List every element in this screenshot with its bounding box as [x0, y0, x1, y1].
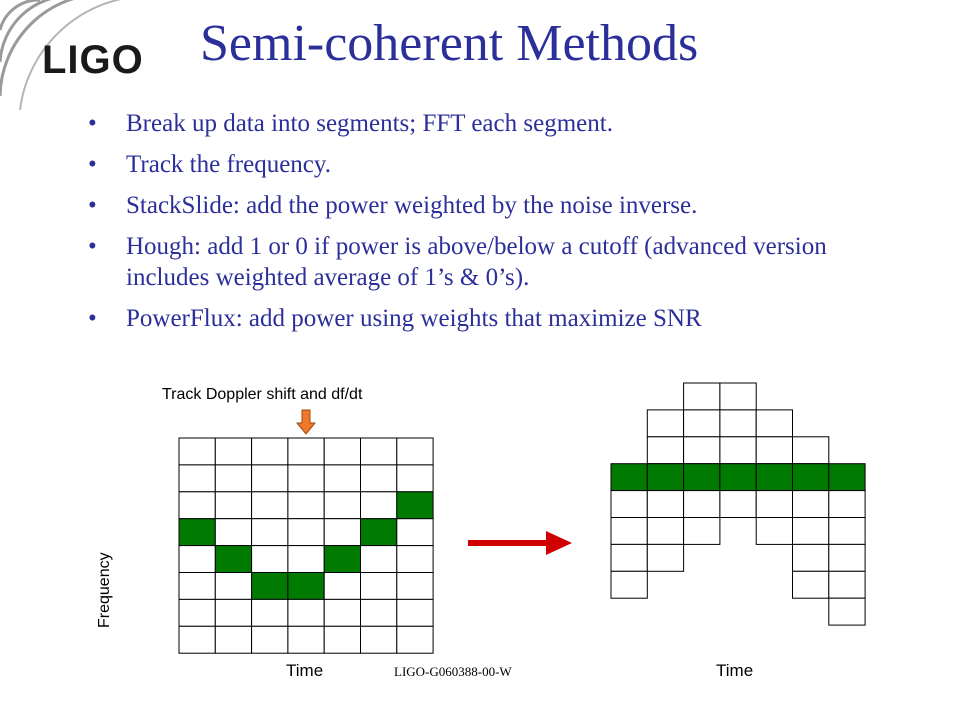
grid-cell	[611, 518, 647, 545]
bullet-text: Break up data into segments; FFT each segment.	[126, 110, 613, 137]
grid-cell	[179, 438, 215, 465]
tracked-frequency-cell	[361, 519, 397, 546]
bullet-text: StackSlide: add the power weighted by the noise inverse.	[126, 192, 698, 219]
grid-cell	[397, 519, 433, 546]
grid-cell	[361, 626, 397, 653]
grid-cell	[252, 438, 288, 465]
right-stacked-grid	[611, 383, 865, 625]
grid-cell	[720, 437, 756, 464]
grid-cell	[179, 573, 215, 600]
tracked-frequency-cell	[215, 546, 251, 573]
tracked-frequency-cell	[397, 492, 433, 519]
grid-cell	[397, 573, 433, 600]
grid-cell	[647, 437, 683, 464]
logo-wordmark: LIGO	[42, 38, 144, 82]
grid-cell	[252, 465, 288, 492]
bullet-dot: •	[88, 110, 97, 137]
grid-cell	[361, 492, 397, 519]
slide-title: Semi-coherent Methods	[200, 15, 699, 72]
grid-cell	[324, 465, 360, 492]
time-axis-label-left: Time	[286, 661, 324, 680]
bullet-text: Track the frequency.	[126, 151, 332, 178]
footer-document-id: LIGO-G060388-00-W	[394, 664, 512, 679]
grid-cell	[361, 599, 397, 626]
grid-cell	[793, 571, 829, 598]
aligned-frequency-cell	[793, 464, 829, 491]
grid-cell	[684, 410, 720, 437]
grid-cell	[611, 491, 647, 518]
aligned-frequency-cell	[647, 464, 683, 491]
grid-cell	[215, 438, 251, 465]
down-arrow-icon	[297, 410, 315, 434]
grid-cell	[793, 544, 829, 571]
track-doppler-label: Track Doppler shift and df/dt	[162, 386, 363, 403]
grid-cell	[647, 518, 683, 545]
tracked-frequency-cell	[288, 573, 324, 600]
grid-cell	[179, 599, 215, 626]
time-axis-label-right: Time	[716, 661, 754, 680]
grid-cell	[324, 438, 360, 465]
grid-cell	[324, 519, 360, 546]
grid-cell	[324, 599, 360, 626]
bullet-text: Hough: add 1 or 0 if power is above/below a cutoff (advanced version includes weighted average of 1’s & 0’s).	[126, 233, 827, 291]
grid-cell	[252, 519, 288, 546]
grid-cell	[756, 410, 792, 437]
grid-cell	[288, 519, 324, 546]
grid-cell	[397, 546, 433, 573]
tracked-frequency-cell	[179, 519, 215, 546]
grid-cell	[647, 410, 683, 437]
grid-cell	[215, 599, 251, 626]
grid-cell	[611, 571, 647, 598]
bullet-text: PowerFlux: add power using weights that maximize SNR	[126, 305, 702, 332]
grid-cell	[288, 626, 324, 653]
grid-cell	[215, 573, 251, 600]
aligned-frequency-cell	[611, 464, 647, 491]
right-arrow-icon	[468, 531, 572, 555]
grid-cell	[684, 437, 720, 464]
grid-cell	[252, 626, 288, 653]
grid-cell	[361, 465, 397, 492]
left-frequency-time-grid	[179, 438, 433, 653]
grid-cell	[179, 626, 215, 653]
grid-cell	[397, 626, 433, 653]
bullet-dot: •	[88, 305, 97, 332]
grid-cell	[829, 491, 865, 518]
grid-cell	[756, 437, 792, 464]
grid-cell	[324, 573, 360, 600]
grid-cell	[684, 383, 720, 410]
grid-cell	[324, 626, 360, 653]
grid-cell	[829, 518, 865, 545]
grid-cell	[252, 546, 288, 573]
frequency-axis-label: Frequency	[96, 552, 113, 628]
grid-cell	[397, 465, 433, 492]
grid-cell	[793, 518, 829, 545]
grid-cell	[829, 571, 865, 598]
grid-cell	[215, 519, 251, 546]
grid-cell	[611, 544, 647, 571]
grid-cell	[215, 626, 251, 653]
bullet-dot: •	[88, 151, 97, 178]
grid-cell	[361, 438, 397, 465]
aligned-frequency-cell	[684, 464, 720, 491]
grid-cell	[179, 492, 215, 519]
grid-cell	[252, 599, 288, 626]
grid-cell	[179, 546, 215, 573]
aligned-frequency-cell	[756, 464, 792, 491]
aligned-frequency-cell	[720, 464, 756, 491]
grid-cell	[215, 465, 251, 492]
bullet-dot: •	[88, 192, 97, 219]
grid-cell	[288, 492, 324, 519]
grid-cell	[179, 465, 215, 492]
grid-cell	[361, 573, 397, 600]
bullet-dot: •	[88, 233, 97, 260]
grid-cell	[252, 492, 288, 519]
grid-cell	[829, 544, 865, 571]
grid-cell	[756, 491, 792, 518]
grid-cell	[720, 410, 756, 437]
grid-cell	[288, 546, 324, 573]
grid-cell	[397, 599, 433, 626]
grid-cell	[647, 491, 683, 518]
grid-cell	[793, 437, 829, 464]
grid-cell	[215, 492, 251, 519]
grid-cell	[397, 438, 433, 465]
grid-cell	[684, 518, 720, 545]
grid-cell	[793, 491, 829, 518]
grid-cell	[647, 544, 683, 571]
grid-cell	[684, 491, 720, 518]
grid-cell	[720, 491, 756, 518]
grid-cell	[756, 518, 792, 545]
grid-cell	[288, 465, 324, 492]
grid-cell	[720, 383, 756, 410]
grid-cell	[288, 438, 324, 465]
grid-cell	[324, 492, 360, 519]
aligned-frequency-cell	[829, 464, 865, 491]
grid-cell	[361, 546, 397, 573]
grid-cell	[288, 599, 324, 626]
tracked-frequency-cell	[252, 573, 288, 600]
grid-cell	[829, 598, 865, 625]
tracked-frequency-cell	[324, 546, 360, 573]
